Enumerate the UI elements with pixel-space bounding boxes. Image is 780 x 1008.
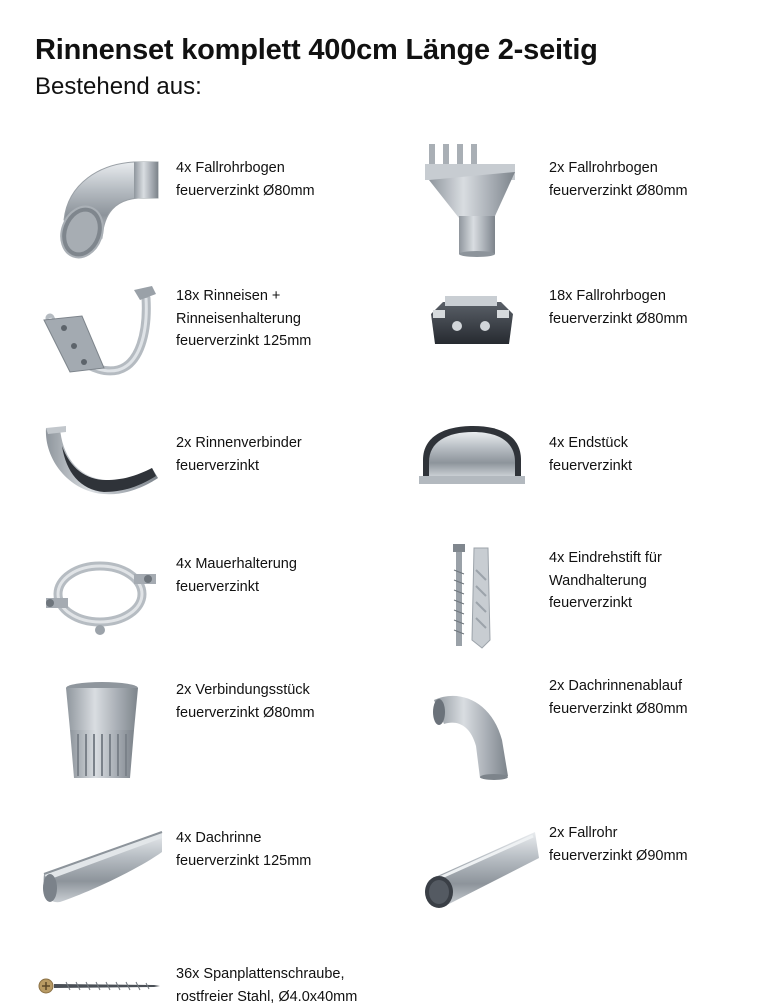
gutter-outlet-icon [415,128,525,258]
pipe-connector-icon [60,678,144,783]
item-line: feuerverzinkt 125mm [176,333,312,349]
item-line: feuerverzinkt 125mm [176,852,312,869]
wood-screw-icon [36,972,161,1000]
item-line: feuerverzinkt Ø80mm [549,182,688,199]
gutter-hanger-icon [30,272,162,387]
item-line: 18x Rinneisen + [176,288,281,304]
page-title: Rinnenset komplett 400cm Länge 2-seitig [35,34,598,66]
item-line: 18x Fallrohrbogen [549,288,666,304]
item-line: feuerverzinkt Ø90mm [549,847,688,864]
item-line: 2x Rinnenverbinder [176,435,302,451]
item-line: 2x Dachrinnenablauf [549,678,683,694]
item-line: feuerverzinkt [176,578,260,595]
page-subtitle: Bestehend aus: [35,73,202,100]
item-line: 4x Dachrinne [176,830,262,846]
item-line: feuerverzinkt Ø80mm [549,700,688,717]
pipe-elbow-icon [430,680,514,780]
item-line: feuerverzinkt [176,457,260,474]
item-line: 36x Spanplattenschraube, [176,966,345,982]
item-line: feuerverzinkt Ø80mm [176,704,315,721]
item-line: feuerverzinkt [549,595,633,611]
item-line: rostfreier Stahl, Ø4.0x40mm [176,988,358,1005]
item-line: 2x Fallrohr [549,825,618,841]
item-line: 4x Mauerhalterung [176,556,297,572]
bracket-clip-icon [415,280,525,360]
item-line: 4x Endstück [549,435,628,451]
item-line: Wandhalterung [549,572,647,589]
end-cap-icon [415,420,530,495]
item-line: feuerverzinkt Ø80mm [549,310,688,327]
item-line: 2x Fallrohrbogen [549,160,658,176]
screw-pin-icon [438,540,508,650]
item-line: Rinneisenhalterung [176,310,301,327]
item-line: 2x Verbindungsstück [176,682,310,698]
pipe-clamp-icon [36,548,164,638]
item-line: 4x Eindrehstift für [549,550,662,566]
item-line: feuerverzinkt [549,457,633,474]
half-round-gutter-icon [30,812,165,907]
pipe-bend-icon [30,128,162,260]
downpipe-icon [415,818,540,913]
item-line: feuerverzinkt Ø80mm [176,182,315,199]
item-line: 4x Fallrohrbogen [176,160,285,176]
gutter-connector-icon [40,420,162,500]
